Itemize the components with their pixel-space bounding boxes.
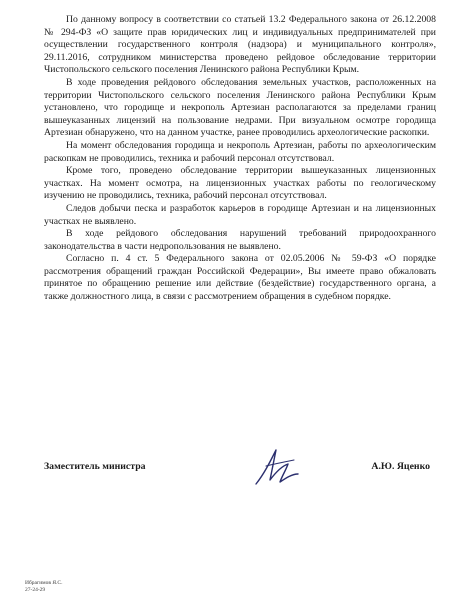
executor-info bbox=[25, 580, 62, 594]
paragraph-5: Следов добычи песка и разработок карьеров в городище Артезиан и на лицензионных участках не выявлено. bbox=[44, 202, 436, 227]
paragraph-3: На момент обследования городища и некрополь Артезиан, работы по археологическим раскопкам не проводились, техника и рабочий персонал отсутствовал. bbox=[44, 139, 436, 164]
letter-body bbox=[44, 14, 436, 304]
paragraph-1: По данному вопросу в соответствии со статьей 13.2 Федерального закона от 26.12.2008 № 294-ФЗ «О защите прав юридических лиц и индивидуальных предпринимателей при осуществлении государственного контроля (надзора) и муниципального контроля», 29.11.2016, сотрудником министерства проведено рейдовое обследование территории Чистопольского сельского поселения Ленинского района Республики Крым. bbox=[44, 14, 436, 76]
executor-name: Ибрагимов Я.С. bbox=[25, 580, 63, 586]
signature-block bbox=[44, 461, 436, 477]
handwritten-signature bbox=[252, 444, 304, 488]
signatory-name: А.Ю. Яценко bbox=[371, 461, 430, 472]
paragraph-4: Кроме того, проведено обследование территории вышеуказанных лицензионных участках. На момент осмотра, на лицензионных участках работы по геологическому изучению не проводились, техника, рабочий персонал отсутствовал. bbox=[44, 165, 436, 202]
paragraph-2: В ходе проведения рейдового обследования земельных участков, расположенных на территории Чистопольского сельского поселения Ленинского района Республики Крым установлено, что городище и некрополь Артезиан располагаются за пределами границ вышеуказанных лицензий на пользование недрами. При визуальном осмотре городища Артезиан обнаружено, что на данном участке, ранее проводились археологические раскопки. bbox=[44, 76, 436, 139]
paragraph-7: Согласно п. 4 ст. 5 Федерального закона от 02.05.2006 № 59-ФЗ «О порядке рассмотрения обращений граждан Российской Федерации», Вы имеете право обжаловать принятое по обращению решение или действие (бездействие) государственного органа, а также должностного лица, в связи с рассмотрением обращения в судебном порядке. bbox=[44, 253, 436, 303]
signatory-title: Заместитель министра bbox=[44, 461, 146, 472]
paragraph-6: В ходе рейдового обследования нарушений требований природоохранного законодательства в части недропользования не выявлено. bbox=[44, 228, 436, 252]
executor-phone: 27-24-29 bbox=[25, 587, 46, 593]
